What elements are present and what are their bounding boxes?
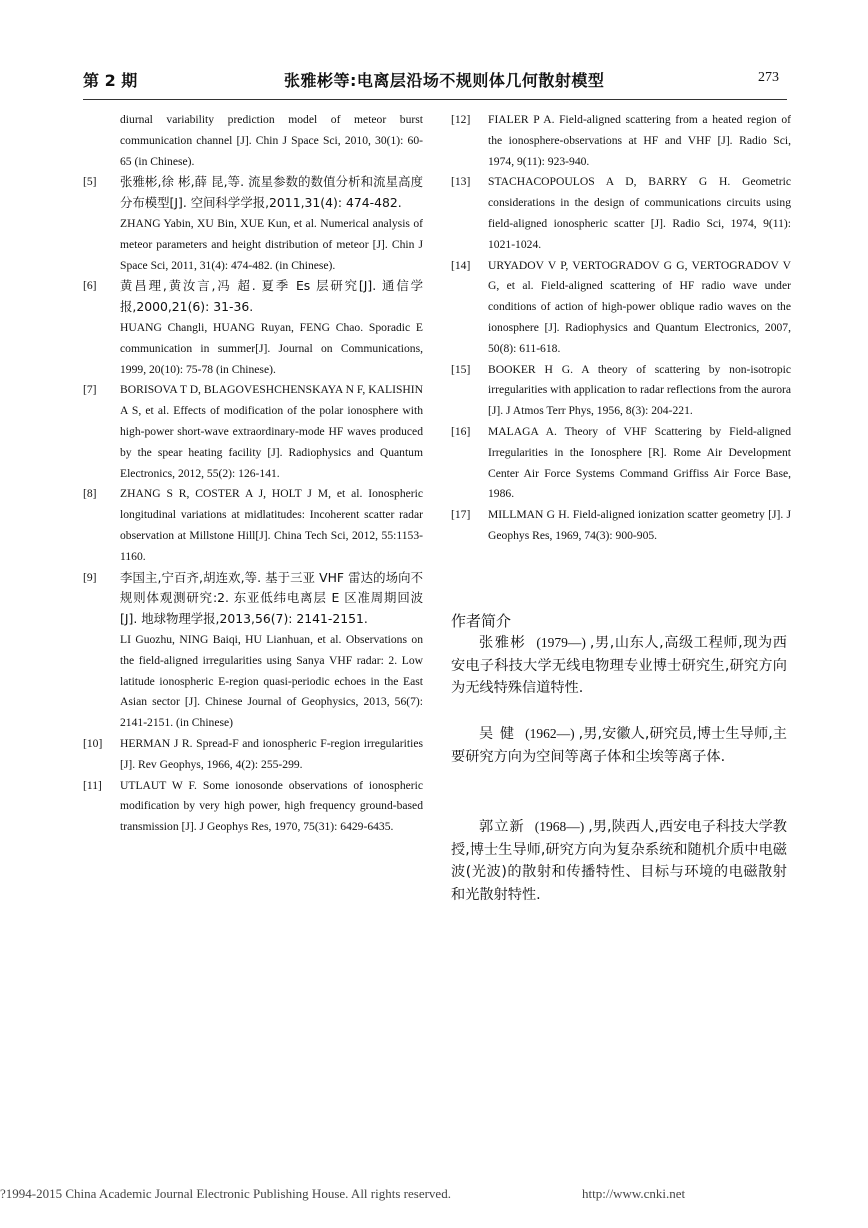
reference-text-en: MILLMAN G H. Field-aligned ionization scatter geometry [J]. J Geophys Res, 1969, 74(3): 900-905. [488, 508, 791, 542]
reference-item [451, 360, 791, 422]
reference-text-en: MALAGA A. Theory of VHF Scattering by Field-aligned Irregularities in the Ionosphere [R]. Rome Air Development Center Air Force Systems Command Griffiss Air Force Base, 1986. [488, 424, 791, 501]
reference-number: [9] [83, 570, 97, 584]
author-years: (1979—) [536, 635, 586, 650]
author-bios-heading: 作者简介 [451, 612, 512, 630]
reference-number: [8] [83, 487, 97, 501]
reference-text-zh: 李国主,宁百齐,胡连欢,等. 基于三亚 VHF 雷达的场向不规则体观测研究:2. 东亚低纬电离层 E 区准周期回波 [J]. 地球物理学报,2013,56(7): 2141-2151. [120, 569, 423, 627]
author-bio [451, 723, 787, 768]
reference-number: [15] [451, 362, 471, 376]
references-right-column [451, 110, 791, 547]
author-name: 张雅彬 [479, 635, 527, 651]
references-left-column [83, 110, 423, 838]
publisher-url: http://www.cnki.net [582, 1186, 686, 1201]
reference-item [451, 422, 791, 505]
page-number: 273 [758, 70, 779, 85]
reference-item [83, 172, 423, 276]
header-rule [83, 99, 787, 100]
reference-number: [11] [83, 778, 102, 792]
reference-text-en: diurnal variability prediction model of meteor burst communication channel [J]. Chin J Space Sci, 2010, 30(1): 60-65 (in Chinese). [120, 113, 423, 168]
page-header [0, 0, 868, 100]
reference-text-en: URYADOV V P, VERTOGRADOV G G, VERTOGRADOV V G, et al. Field-aligned scattering of HF radio wave under conditions of action of high-power oblique radio waves on the ionosphere [J]. Radiophysics and Quantum Electronics, 2007, 50(8): 611-618. [488, 258, 791, 355]
reference-text-en: HERMAN J R. Spread-F and ionospheric F-region irregularities [J]. Rev Geophys, 1966, 4(2): 255-299. [120, 736, 423, 771]
reference-text-en: UTLAUT W F. Some ionosonde observations of ionospheric modification by very high power, high frequency ground-based transmission [J]. J Geophys Res, 1970, 75(31): 6429-6435. [120, 778, 423, 834]
reference-item [83, 380, 423, 484]
reference-text-en: BOOKER H G. A theory of scattering by non-isotropic irregularities with application to radar reflections from the aurora [J]. J Atmos Terr Phys, 1956, 8(3): 204-221. [488, 362, 791, 418]
reference-item [451, 110, 791, 172]
reference-item [83, 734, 423, 776]
author-description: ,男,山东人,高级工程师,现为西安电子科技大学无线电物理专业博士研究生,研究方向为无线特殊信道特性. [451, 635, 787, 697]
reference-number: [7] [83, 383, 97, 397]
reference-item [83, 110, 423, 172]
reference-text-en: HUANG Changli, HUANG Ruyan, FENG Chao. Sporadic E communication in summer[J]. Journal on Communications, 1999, 20(10): 75-78 (in Chinese). [120, 320, 423, 376]
reference-text-en: LI Guozhu, NING Baiqi, HU Lianhuan, et al. Observations on the field-aligned irregularities using Sanya VHF radar: 2. Low latitude ionospheric E-region quasi-periodic echoes in the East Asian sector [J]. Chinese Journal of Geophysics, 2013, 56(7): 2141-2151. (in Chinese) [120, 632, 423, 730]
reference-number: [13] [451, 175, 471, 189]
reference-item [451, 505, 791, 547]
reference-item [451, 172, 791, 255]
reference-item [83, 484, 423, 567]
reference-item [451, 256, 791, 360]
reference-number: [14] [451, 258, 471, 272]
reference-item [83, 568, 423, 734]
reference-text-en: STACHACOPOULOS A D, BARRY G H. Geometric considerations in the design of communications circuits using field-aligned ionospheric scatter [J]. Radio Sci, 1974, 9(11): 1021-1024. [488, 175, 791, 251]
copyright-notice: ?1994-2015 China Academic Journal Electronic Publishing House. All rights reserved. [0, 1186, 451, 1201]
author-years: (1962—) [525, 726, 575, 741]
reference-number: [17] [451, 508, 471, 522]
reference-text-zh: 黄昌理,黄汝言,冯 超. 夏季 Es 层研究[J]. 通信学报,2000,21(6): 31-36. [120, 278, 423, 315]
author-bio [451, 632, 787, 700]
reference-text-en: ZHANG S R, COSTER A J, HOLT J M, et al. Ionospheric longitudinal variations at midlatitudes: Incoherent scatter radar observation at Millstone Hill[J]. China Tech Sci, 2012, 55:1153-1160. [120, 487, 423, 563]
author-description: ,男,安徽人,研究员,博士生导师,主要研究方向为空间等离子体和尘埃等离子体. [451, 726, 787, 765]
reference-text-en: FIALER P A. Field-aligned scattering from a heated region of the ionosphere-observations at HF and VHF [J]. Radio Sci, 1974, 9(11): 923-940. [488, 113, 791, 168]
reference-item [83, 776, 423, 838]
reference-text-en: ZHANG Yabin, XU Bin, XUE Kun, et al. Numerical analysis of meteor parameters and height distribution of meteor [J]. Chin J Space Sci, 2011, 31(4): 474-482. (in Chinese). [120, 216, 423, 272]
reference-item [83, 276, 423, 380]
author-bio [451, 816, 787, 906]
author-description: ,男,陕西人,西安电子科技大学教授,博士生导师,研究方向为复杂系统和随机介质中电磁波(光波)的散射和传播特性、目标与环境的电磁散射和光散射特性. [451, 819, 787, 903]
author-name: 郭立新 [479, 819, 525, 835]
reference-text-zh: 张雅彬,徐 彬,薛 昆,等. 流星参数的数值分析和流星高度分布模型[J]. 空间科学学报,2011,31(4): 474-482. [120, 174, 423, 211]
running-title: 张雅彬等:电离层沿场不规则体几何散射模型 [284, 71, 605, 90]
author-years: (1968—) [534, 819, 585, 834]
reference-number: [10] [83, 736, 103, 750]
issue-number: 第 2 期 [83, 71, 138, 90]
reference-number: [16] [451, 424, 471, 438]
reference-number: [6] [83, 279, 97, 293]
reference-text-en: BORISOVA T D, BLAGOVESHCHENSKAYA N F, KALISHIN A S, et al. Effects of modification of the polar ionosphere with high-power short-wave extraordinary-mode HF waves produced by the spear heating facility [J]. Radiophysics and Quantum Electronics, 2012, 55(2): 126-141. [120, 383, 423, 480]
author-name: 吴 健 [479, 726, 516, 742]
reference-number: [12] [451, 113, 471, 126]
reference-number: [5] [83, 175, 97, 189]
